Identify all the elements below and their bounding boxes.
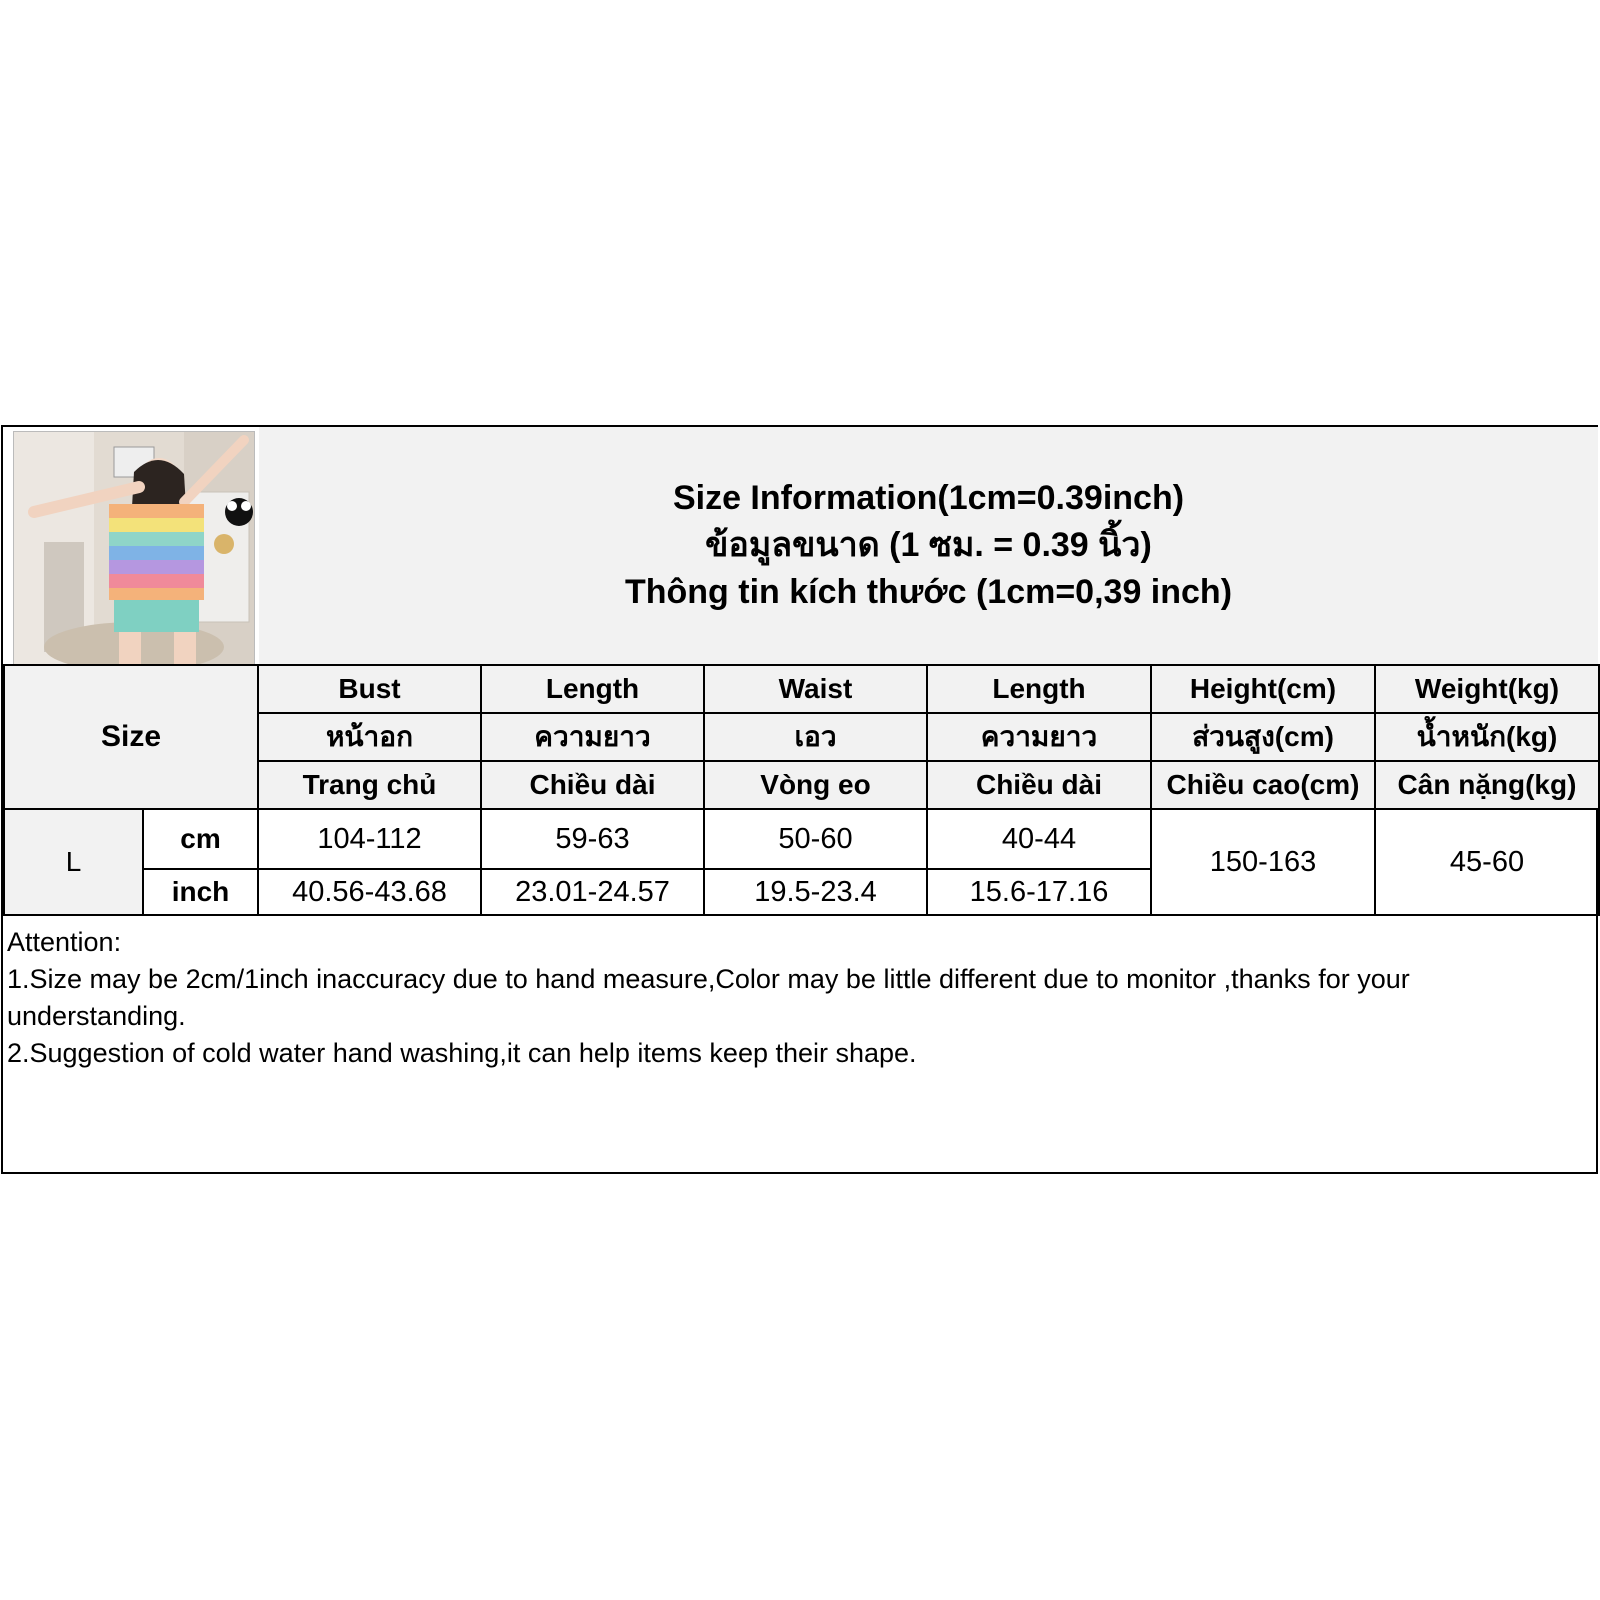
- title-english: Size Information(1cm=0.39inch): [672, 479, 1185, 517]
- col-header-bust: Bust: [258, 665, 481, 713]
- length-inch: 23.01-24.57: [481, 869, 704, 915]
- product-photo: [13, 431, 255, 665]
- weight-value: 45-60: [1375, 809, 1599, 915]
- length-2-inch: 15.6-17.16: [927, 869, 1151, 915]
- size-header: Size: [4, 665, 258, 809]
- col-header-length-th: ความยาว: [481, 713, 704, 761]
- col-header-weight-th: น้ำหนัก(kg): [1375, 713, 1599, 761]
- title-thai: ข้อมูลขนาด (1 ซม. = 0.39 นิ้ว): [705, 526, 1152, 564]
- notes-heading: Attention:: [7, 927, 122, 957]
- table-row-cm: [4, 809, 1599, 869]
- note-item-1: 1.Size may be 2cm/1inch inaccuracy due to hand measure,Color may be little different due to monitor ,thanks for your understanding.: [7, 964, 1410, 1031]
- length-cm: 59-63: [481, 809, 704, 869]
- col-header-weight: Weight(kg): [1375, 665, 1599, 713]
- unit-inch-label: inch: [143, 869, 258, 915]
- col-header-waist-vi: Vòng eo: [704, 761, 927, 809]
- title-vietnamese: Thông tin kích thước (1cm=0,39 inch): [624, 573, 1233, 611]
- col-header-bust-th: หน้าอก: [258, 713, 481, 761]
- size-chart: [1, 425, 1598, 1174]
- col-header-height-th: ส่วนสูง(cm): [1151, 713, 1375, 761]
- bust-inch: 40.56-43.68: [258, 869, 481, 915]
- col-header-length-2-th: ความยาว: [927, 713, 1151, 761]
- col-header-waist-th: เอว: [704, 713, 927, 761]
- header-row-english: [4, 665, 1599, 713]
- size-info-title: [259, 427, 1598, 664]
- model-photo-icon: [14, 432, 254, 664]
- col-header-weight-vi: Cân nặng(kg): [1375, 761, 1599, 809]
- waist-cm: 50-60: [704, 809, 927, 869]
- length-2-cm: 40-44: [927, 809, 1151, 869]
- size-value: L: [4, 809, 143, 915]
- col-header-length: Length: [481, 665, 704, 713]
- col-header-bust-vi: Trang chủ: [258, 761, 481, 809]
- col-header-height-vi: Chiều cao(cm): [1151, 761, 1375, 809]
- size-table: [3, 664, 1600, 916]
- col-header-length-vi: Chiều dài: [481, 761, 704, 809]
- waist-inch: 19.5-23.4: [704, 869, 927, 915]
- col-header-height: Height(cm): [1151, 665, 1375, 713]
- attention-notes: [7, 924, 1592, 1072]
- col-header-length-2: Length: [927, 665, 1151, 713]
- note-item-2: 2.Suggestion of cold water hand washing,it can help items keep their shape.: [7, 1038, 917, 1068]
- height-value: 150-163: [1151, 809, 1375, 915]
- col-header-length-2-vi: Chiều dài: [927, 761, 1151, 809]
- bust-cm: 104-112: [258, 809, 481, 869]
- col-header-waist: Waist: [704, 665, 927, 713]
- unit-cm-label: cm: [143, 809, 258, 869]
